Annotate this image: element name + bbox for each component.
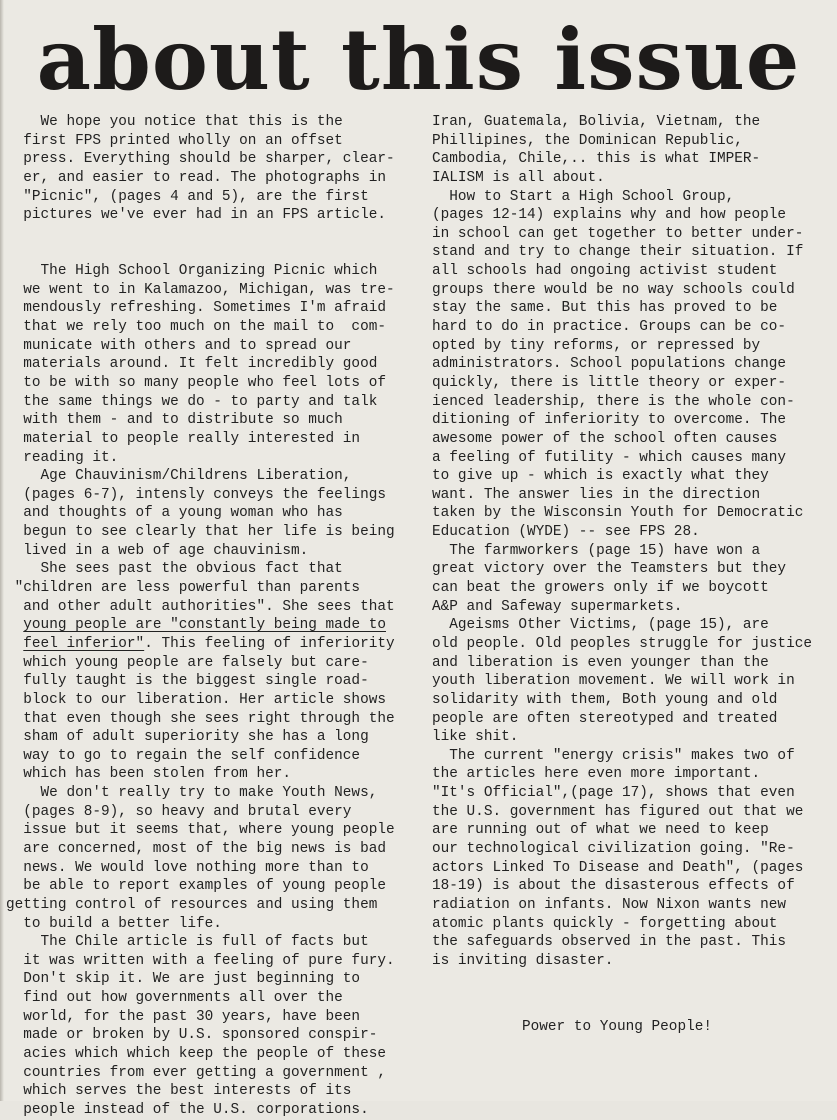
text-line: Education (WYDE) -- see FPS 28. <box>432 524 700 541</box>
text-line: "It's Official",(page 17), shows that even <box>432 785 795 802</box>
text-line: atomic plants quickly - forgetting about <box>432 915 778 932</box>
text-line: our technological civilization going. "Re- <box>432 840 795 857</box>
text-line: are concerned, most of the big news is bad <box>6 840 386 857</box>
text-line: people are often stereotyped and treated <box>432 710 778 727</box>
text-line: radiation on infants. Now Nixon wants new <box>432 896 787 913</box>
text-line: made or broken by U.S. sponsored conspir- <box>6 1027 378 1044</box>
text-line: world, for the past 30 years, have been <box>6 1008 361 1025</box>
text-line: press. Everything should be sharper, clear- <box>6 151 395 168</box>
text-line: which has been stolen from her. <box>6 766 291 783</box>
text-line: groups there would be no way schools could <box>432 281 795 298</box>
text-line: Cambodia, Chile,.. this is what IMPER- <box>432 151 761 168</box>
text-line: IALISM is all about. <box>432 169 605 186</box>
text-line: we went to in Kalamazoo, Michigan, was tre- <box>6 281 395 298</box>
text-line: materials around. It felt incredibly good <box>6 356 378 373</box>
text-line: er, and easier to read. The photographs in <box>6 169 386 186</box>
text-line: reading it. <box>6 449 119 466</box>
text-line: find out how governments all over the <box>6 990 343 1007</box>
text-line: countries from ever getting a government , <box>6 1064 386 1081</box>
text-line: are running out of what we need to keep <box>432 822 769 839</box>
text-line: pictures we've ever had in an FPS article. <box>6 207 386 224</box>
text-line: to give up - which is exactly what they <box>432 468 769 485</box>
text-line: opted by tiny reforms, or repressed by <box>432 337 761 354</box>
text-line: getting control of resources and using them <box>6 896 378 913</box>
text-line: and liberation is even younger than the <box>432 654 769 671</box>
text-line: it was written with a feeling of pure fury. <box>6 952 395 969</box>
text-line: "Picnic", (pages 4 and 5), are the first <box>6 188 369 205</box>
text-line: and thoughts of a young woman who has <box>6 505 343 522</box>
underlined-text: young people are "constantly being made to <box>23 617 386 634</box>
text-line: old people. Old peoples struggle for justice <box>432 635 812 652</box>
text-line: want. The answer lies in the direction <box>432 486 761 503</box>
text-line: which serves the best interests of its <box>6 1083 352 1100</box>
text-line: "children are less powerful than parents <box>6 580 361 597</box>
text-line: Age Chauvinism/Childrens Liberation, <box>6 468 352 485</box>
text-line: (pages 8-9), so heavy and brutal every <box>6 803 352 820</box>
text-line: which young people are falsely but care- <box>6 654 369 671</box>
text-line: be able to report examples of young people <box>6 878 386 895</box>
text-line: We don't really try to make Youth News, <box>6 785 378 802</box>
text-line: news. We would love nothing more than to <box>6 859 369 876</box>
text-line: the same things we do - to party and talk <box>6 393 378 410</box>
text-line: the U.S. government has figured out that we <box>432 803 804 820</box>
text-line: actors Linked To Disease and Death", (pages <box>432 859 804 876</box>
text-line: block to our liberation. Her article shows <box>6 691 386 708</box>
text-line: that even though she sees right through the <box>6 710 395 727</box>
text-line: awesome power of the school often causes <box>432 430 778 447</box>
text-line: the articles here even more important. <box>432 766 761 783</box>
text-line: sham of adult superiority she has a long <box>6 729 369 746</box>
text-line: first FPS printed wholly on an offset <box>6 132 343 149</box>
text-line <box>6 243 410 262</box>
text-line: fully taught is the biggest single road- <box>6 673 369 690</box>
text-line: municate with others and to spread our <box>6 337 352 354</box>
left-column <box>6 113 410 1120</box>
text-line: stand and try to change their situation. If <box>432 244 804 261</box>
text-line: acies which which keep the people of these <box>6 1046 386 1063</box>
text-line: solidarity with them, Both young and old <box>432 691 778 708</box>
right-column <box>432 113 832 970</box>
text-line <box>6 225 410 244</box>
text-line: She sees past the obvious fact that <box>6 561 343 578</box>
text-line: 18-19) is about the disasterous effects of <box>432 878 795 895</box>
text-line: a feeling of futility - which causes many <box>432 449 787 466</box>
text-line: How to Start a High School Group, <box>432 188 735 205</box>
text-line: The current "energy crisis" makes two of <box>432 747 795 764</box>
text-line: to be with so many people who feel lots of <box>6 374 386 391</box>
text-line: (pages 6-7), intensly conveys the feelings <box>6 486 386 503</box>
text-line: people instead of the U.S. corporations. <box>6 1101 369 1118</box>
text-line: youth liberation movement. We will work in <box>432 673 795 690</box>
closing-line: Power to Young People! <box>522 1019 712 1035</box>
text-line <box>6 616 410 635</box>
text-line: all schools had ongoing activist student <box>432 263 778 280</box>
text-line: is inviting disaster. <box>432 952 614 969</box>
text-line: begun to see clearly that her life is being <box>6 524 395 541</box>
text-line: Ageisms Other Victims, (page 15), are <box>432 617 769 634</box>
text-line: taken by the Wisconsin Youth for Democratic <box>432 505 804 522</box>
text-line: Phillipines, the Dominican Republic, <box>432 132 743 149</box>
page-title: about this issue <box>36 10 801 109</box>
text-line: quickly, there is little theory or exper- <box>432 374 787 391</box>
text-line: A&P and Safeway supermarkets. <box>432 598 683 615</box>
text-line: with them - and to distribute so much <box>6 412 343 429</box>
text-line: Don't skip it. We are just beginning to <box>6 971 361 988</box>
text-line: (pages 12-14) explains why and how people <box>432 207 787 224</box>
text-line: The Chile article is full of facts but <box>6 934 369 951</box>
text-line: the safeguards observed in the past. This <box>432 934 787 951</box>
text-line: Iran, Guatemala, Bolivia, Vietnam, the <box>432 114 761 130</box>
underlined-text: feel inferior" <box>23 635 145 652</box>
text-line: ditioning of inferiority to overcome. The <box>432 412 787 429</box>
text-line: to build a better life. <box>6 915 222 932</box>
text-line: that we rely too much on the mail to com- <box>6 319 386 336</box>
text-line: hard to do in practice. Groups can be co- <box>432 319 787 336</box>
text-line: mendously refreshing. Sometimes I'm afraid <box>6 300 386 317</box>
text-line: stay the same. But this has proved to be <box>432 300 778 317</box>
text-line: ienced leadership, there is the whole con- <box>432 393 795 410</box>
text-line: material to people really interested in <box>6 430 361 447</box>
text-line: like shit. <box>432 729 519 746</box>
text-line: in school can get together to better under- <box>432 225 804 242</box>
text-line: way to go to regain the self confidence <box>6 747 361 764</box>
text-line: and other adult authorities". She sees that <box>6 598 395 615</box>
text-line: The farmworkers (page 15) have won a <box>432 542 761 559</box>
page-edge-shadow <box>0 0 4 1101</box>
text-line: lived in a web of age chauvinism. <box>6 542 309 559</box>
text-line: administrators. School populations change <box>432 356 787 373</box>
text-line: issue but it seems that, where young people <box>6 822 395 839</box>
text-line: can beat the growers only if we boycott <box>432 580 769 597</box>
text-line: great victory over the Teamsters but they <box>432 561 787 578</box>
text-line: We hope you notice that this is the <box>6 114 343 130</box>
text-line: The High School Organizing Picnic which <box>6 263 378 280</box>
text-line: feel inferior". This feeling of inferiority <box>23 635 395 652</box>
